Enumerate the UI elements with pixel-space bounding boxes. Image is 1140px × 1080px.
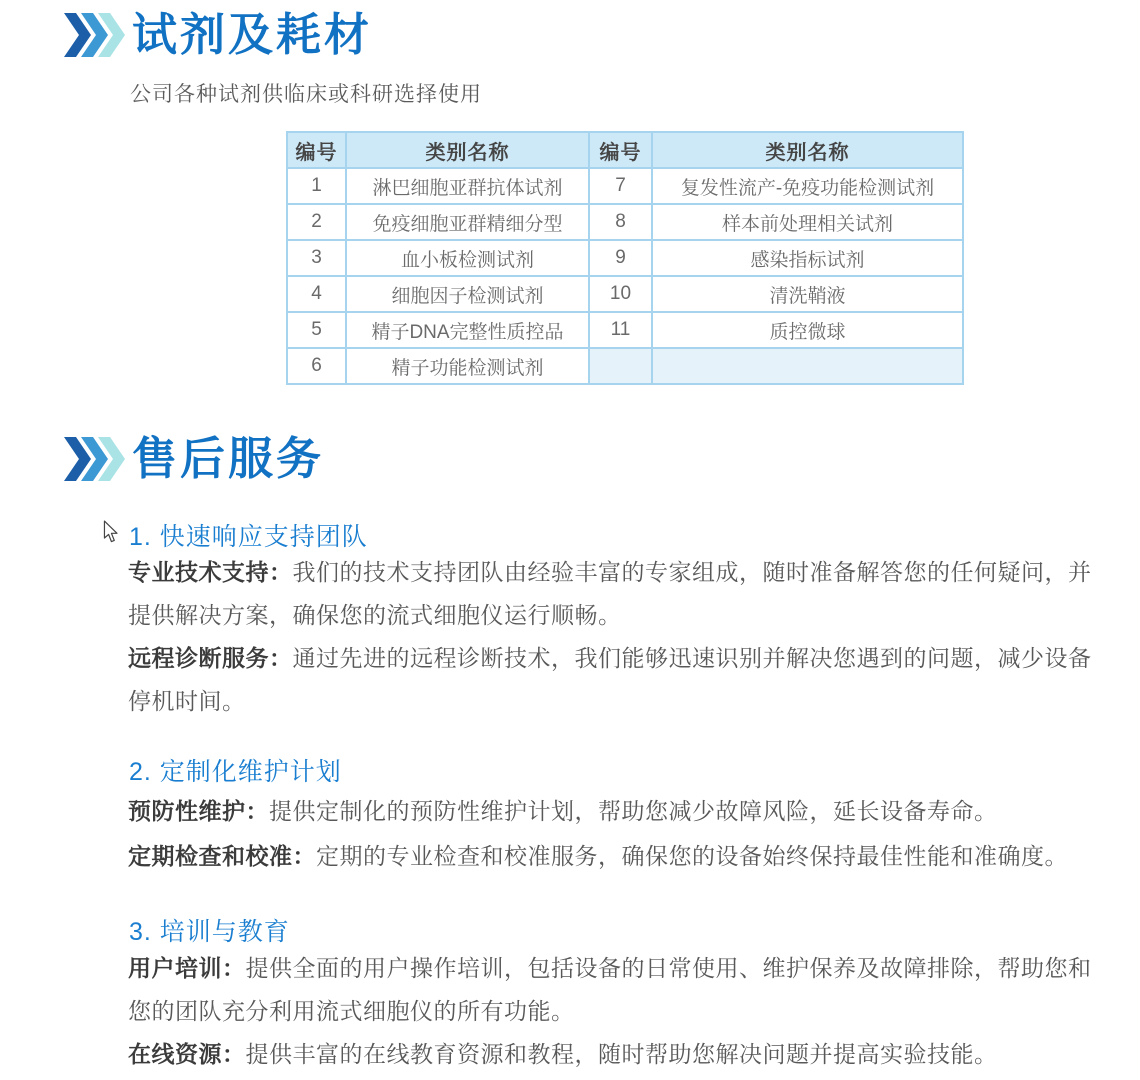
col-header-number: 编号 — [287, 132, 346, 168]
table-row — [287, 348, 963, 384]
cell-number: 2 — [287, 204, 346, 240]
paragraph — [128, 834, 1103, 879]
paragraph-label: 远程诊断服务： — [128, 645, 293, 671]
cell-category: 复发性流产-免疫功能检测试剂 — [652, 168, 963, 204]
service-section-heading — [64, 434, 324, 484]
cell-number: 1 — [287, 168, 346, 204]
cell-category-empty — [652, 348, 963, 384]
cell-number: 5 — [287, 312, 346, 348]
subsection-heading-3: 3. 培训与教育 — [129, 918, 290, 946]
reagent-category-table — [286, 131, 964, 385]
subsection-body-1 — [128, 551, 1103, 723]
paragraph-label: 用户培训： — [128, 955, 246, 981]
triple-chevron-icon — [64, 13, 126, 57]
cell-category: 精子DNA完整性质控品 — [346, 312, 589, 348]
table-row — [287, 204, 963, 240]
cell-category: 质控微球 — [652, 312, 963, 348]
table-header-row — [287, 132, 963, 168]
page-title: 售后服务 — [132, 433, 325, 484]
reagents-subtitle: 公司各种试剂供临床或科研选择使用 — [130, 83, 482, 106]
cell-category: 感染指标试剂 — [652, 240, 963, 276]
paragraph — [128, 637, 1103, 723]
cell-category: 免疫细胞亚群精细分型 — [346, 204, 589, 240]
subsection-heading-1: 1. 快速响应支持团队 — [129, 523, 368, 551]
table-row — [287, 312, 963, 348]
col-header-category: 类别名称 — [346, 132, 589, 168]
paragraph-label: 预防性维护： — [128, 798, 269, 824]
subsection-heading-2: 2. 定制化维护计划 — [129, 758, 342, 786]
subsection-body-2 — [128, 789, 1103, 879]
paragraph-label: 专业技术支持： — [128, 559, 293, 585]
table-row — [287, 240, 963, 276]
paragraph — [128, 551, 1103, 637]
cell-category: 淋巴细胞亚群抗体试剂 — [346, 168, 589, 204]
table-row — [287, 168, 963, 204]
cell-category: 精子功能检测试剂 — [346, 348, 589, 384]
paragraph-label: 定期检查和校准： — [128, 843, 316, 869]
subsection-body-3 — [128, 947, 1103, 1076]
paragraph-text: 提供定制化的预防性维护计划，帮助您减少故障风险，延长设备寿命。 — [269, 798, 998, 824]
paragraph — [128, 947, 1103, 1033]
paragraph — [128, 1033, 1103, 1076]
cell-number: 3 — [287, 240, 346, 276]
paragraph-text: 提供全面的用户操作培训，包括设备的日常使用、维护保养及故障排除，帮助您和您的团队充分利用流式细胞仪的所有功能。 — [128, 955, 1092, 1024]
mouse-cursor-icon — [103, 520, 119, 544]
cell-number: 10 — [589, 276, 652, 312]
paragraph-text: 提供丰富的在线教育资源和教程，随时帮助您解决问题并提高实验技能。 — [245, 1041, 998, 1067]
triple-chevron-icon — [64, 437, 126, 481]
page-title: 试剂及耗材 — [132, 9, 373, 60]
cell-number: 6 — [287, 348, 346, 384]
cell-category: 血小板检测试剂 — [346, 240, 589, 276]
cell-number: 7 — [589, 168, 652, 204]
cell-category: 样本前处理相关试剂 — [652, 204, 963, 240]
paragraph-text: 定期的专业检查和校准服务，确保您的设备始终保持最佳性能和准确度。 — [316, 843, 1068, 869]
table-row — [287, 276, 963, 312]
cell-number: 11 — [589, 312, 652, 348]
paragraph-text: 我们的技术支持团队由经验丰富的专家组成，随时准备解答您的任何疑问，并提供解决方案，确保您的流式细胞仪运行顺畅。 — [128, 559, 1092, 628]
cell-number-empty — [589, 348, 652, 384]
paragraph-text: 通过先进的远程诊断技术，我们能够迅速识别并解决您遇到的问题，减少设备停机时间。 — [128, 645, 1092, 714]
reagents-section-heading — [64, 10, 372, 60]
cell-category: 细胞因子检测试剂 — [346, 276, 589, 312]
paragraph-label: 在线资源： — [128, 1041, 246, 1067]
col-header-number: 编号 — [589, 132, 652, 168]
cell-category: 清洗鞘液 — [652, 276, 963, 312]
col-header-category: 类别名称 — [652, 132, 963, 168]
cell-number: 8 — [589, 204, 652, 240]
cell-number: 4 — [287, 276, 346, 312]
cell-number: 9 — [589, 240, 652, 276]
paragraph — [128, 789, 1103, 834]
